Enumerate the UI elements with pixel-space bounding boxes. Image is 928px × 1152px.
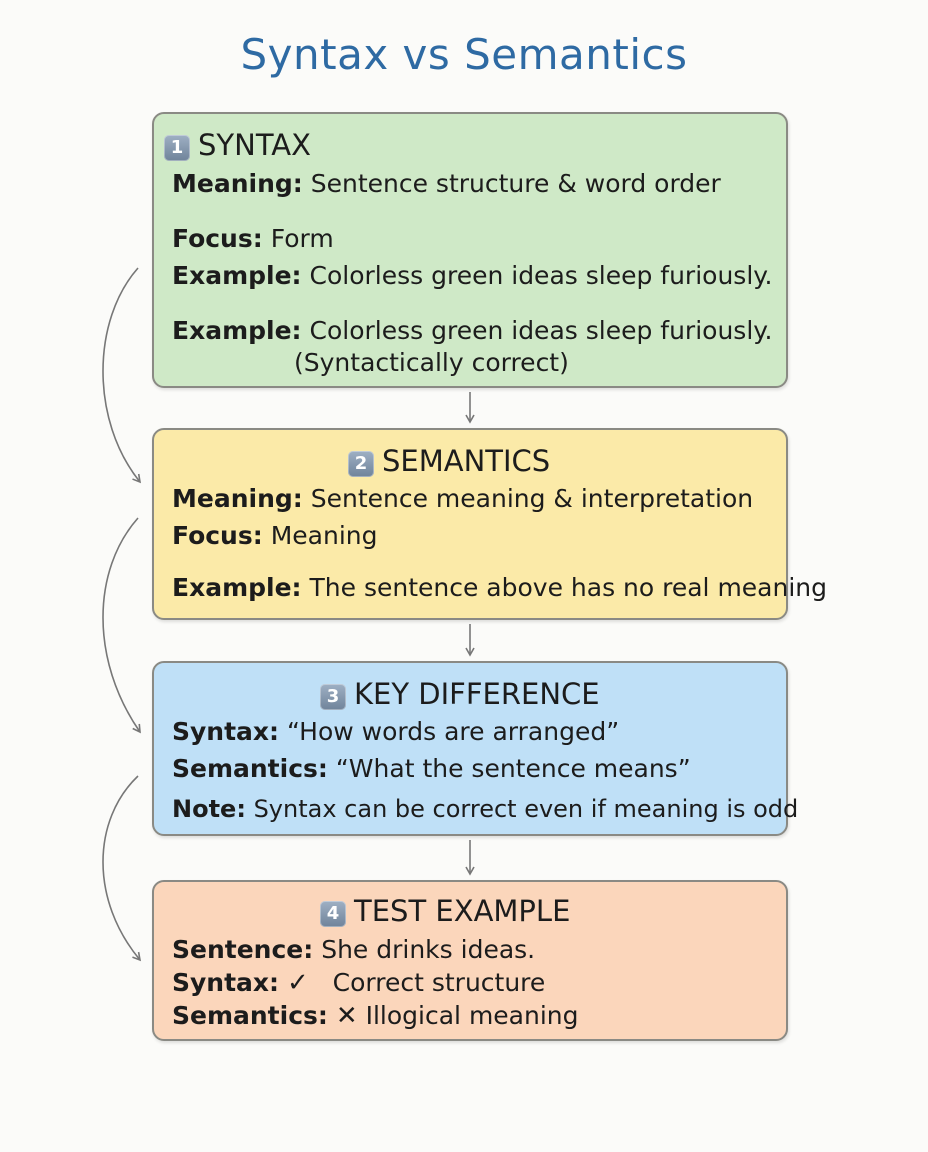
number-badge: 3 [320,684,346,710]
syntax-heading: 1 SYNTAX [164,128,311,162]
key-difference-card [152,661,799,836]
test-example-heading: 4 TEST EXAMPLE [320,894,570,928]
semantics-focus-line: Focus: Meaning [172,521,378,550]
key-difference-heading: 3 KEY DIFFERENCE [320,677,600,711]
test-semantics-line: Semantics: ✕ Illogical meaning [172,1001,579,1031]
key-difference-syntax-line: Syntax: “How words are arranged” [172,717,620,746]
number-badge: 1 [164,135,190,161]
number-badge: 2 [348,451,374,477]
semantics-card [152,428,828,620]
syntax-card [152,112,788,388]
check-icon: ✓ [287,968,309,998]
curve-arrow-3-4 [103,776,140,960]
key-difference-note-line: Note: Syntax can be correct even if meaning is odd [172,795,799,823]
syntax-meaning-line: Meaning: Sentence structure & word order [172,169,721,198]
curve-arrow-2-3 [103,518,140,732]
cross-icon: ✕ [335,1001,358,1031]
syntax-focus-line: Focus: Form [172,224,334,253]
test-example-card [152,880,788,1041]
syntax-correct-note: (Syntactically correct) [294,348,569,377]
test-syntax-line: Syntax: ✓ Correct structure [172,968,546,998]
semantics-heading: 2 SEMANTICS [348,444,550,478]
test-sentence-line: Sentence: She drinks ideas. [172,935,536,964]
key-difference-semantics-line: Semantics: “What the sentence means” [172,754,691,783]
curve-arrow-1-2 [103,268,140,482]
syntax-example-line: Example: Colorless green ideas sleep furiously. [172,316,773,345]
diagram-title: Syntax vs Semantics [240,30,688,79]
syntax-example-line: Example: Colorless green ideas sleep furiously. [172,261,773,290]
semantics-meaning-line: Meaning: Sentence meaning & interpretation [172,484,754,513]
semantics-example-line: Example: The sentence above has no real meaning [172,573,828,602]
number-badge: 4 [320,901,346,927]
